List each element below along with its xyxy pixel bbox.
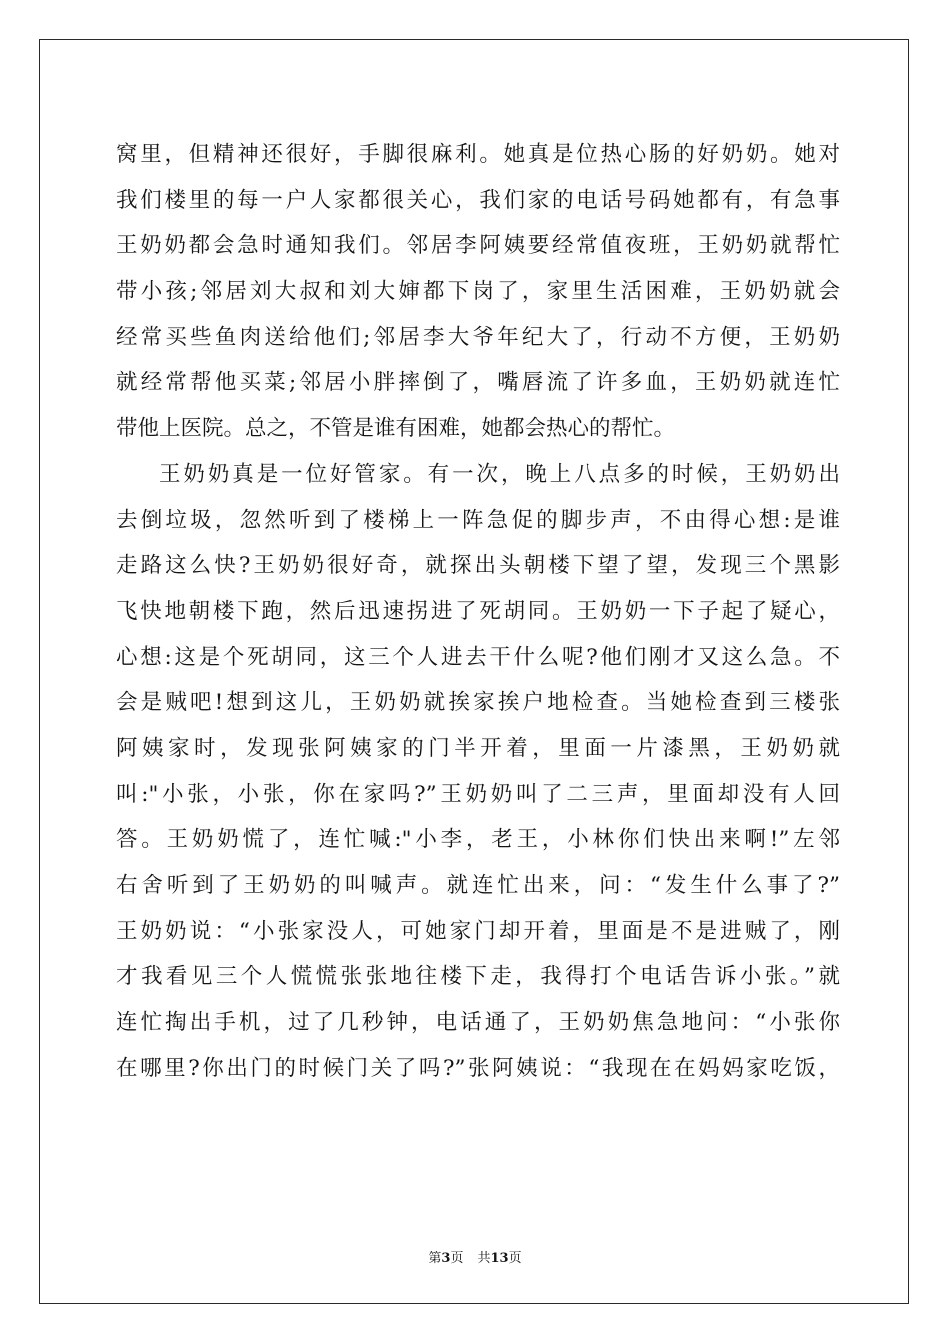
text-line: 会是贼吧!想到这儿，王奶奶就挨家挨户地检查。当她检查到三楼张 xyxy=(116,690,840,716)
text-line: 走路这么快?王奶奶很好奇，就探出头朝楼下望了望，发现三个黑影 xyxy=(116,553,840,579)
page-footer xyxy=(0,1247,950,1266)
page-label-prefix: 第 xyxy=(428,1251,442,1266)
text-line: 就经常帮他买菜;邻居小胖摔倒了，嘴唇流了许多血，王奶奶就连忙 xyxy=(116,370,840,396)
text-line: 去倒垃圾，忽然听到了楼梯上一阵急促的脚步声，不由得心想:是谁 xyxy=(116,507,840,533)
text-line: 王奶奶说：“小张家没人，可她家门却开着，里面是不是进贼了，刚 xyxy=(116,918,840,944)
total-label-suffix: 页 xyxy=(508,1251,522,1266)
document-body xyxy=(116,132,840,1091)
page-label-suffix: 页 xyxy=(450,1251,464,1266)
text-line: 王奶奶真是一位好管家。有一次，晚上八点多的时候，王奶奶出 xyxy=(159,461,840,487)
text-line: 带他上医院。总之，不管是谁有困难，她都会热心的帮忙。 xyxy=(116,416,676,442)
text-line: 叫:"小张，小张，你在家吗?”王奶奶叫了二三声，里面却没有人回 xyxy=(116,781,840,807)
text-line: 窝里，但精神还很好，手脚很麻利。她真是位热心肠的好奶奶。她对 xyxy=(116,142,840,167)
text-line: 连忙掏出手机，过了几秒钟，电话通了，王奶奶焦急地问：“小张你 xyxy=(116,1010,840,1036)
text-line: 心想:这是个死胡同，这三个人进去干什么呢?他们刚才又这么急。不 xyxy=(116,644,840,670)
text-line: 阿姨家时，发现张阿姨家的门半开着，里面一片漆黑，王奶奶就 xyxy=(116,735,840,761)
text-line: 带小孩;邻居刘大叔和刘大婶都下岗了，家里生活困难，王奶奶就会 xyxy=(116,279,840,305)
text-line: 在哪里?你出门的时候门关了吗?”张阿姨说：“我现在在妈妈家吃饭， xyxy=(116,1055,840,1081)
text-line: 王奶奶都会急时通知我们。邻居李阿姨要经常值夜班，王奶奶就帮忙 xyxy=(116,233,840,259)
page-number: 3 xyxy=(441,1251,451,1266)
text-line: 答。王奶奶慌了，连忙喊:"小李，老王，小林你们快出来啊!”左邻 xyxy=(116,827,840,853)
text-line: 才我看见三个人慌慌张张地往楼下走，我得打个电话告诉小张。”就 xyxy=(116,964,840,990)
total-pages: 13 xyxy=(490,1251,509,1266)
total-label-prefix: 共 xyxy=(477,1251,491,1266)
text-line: 右舍听到了王奶奶的叫喊声。就连忙出来，问：“发生什么事了?” xyxy=(116,873,840,898)
text-line: 飞快地朝楼下跑，然后迅速拐进了死胡同。王奶奶一下子起了疑心， xyxy=(116,598,840,624)
text-line: 经常买些鱼肉送给他们;邻居李大爷年纪大了，行动不方便，王奶奶 xyxy=(116,324,840,350)
text-line: 我们楼里的每一户人家都很关心，我们家的电话号码她都有，有急事 xyxy=(116,187,840,213)
